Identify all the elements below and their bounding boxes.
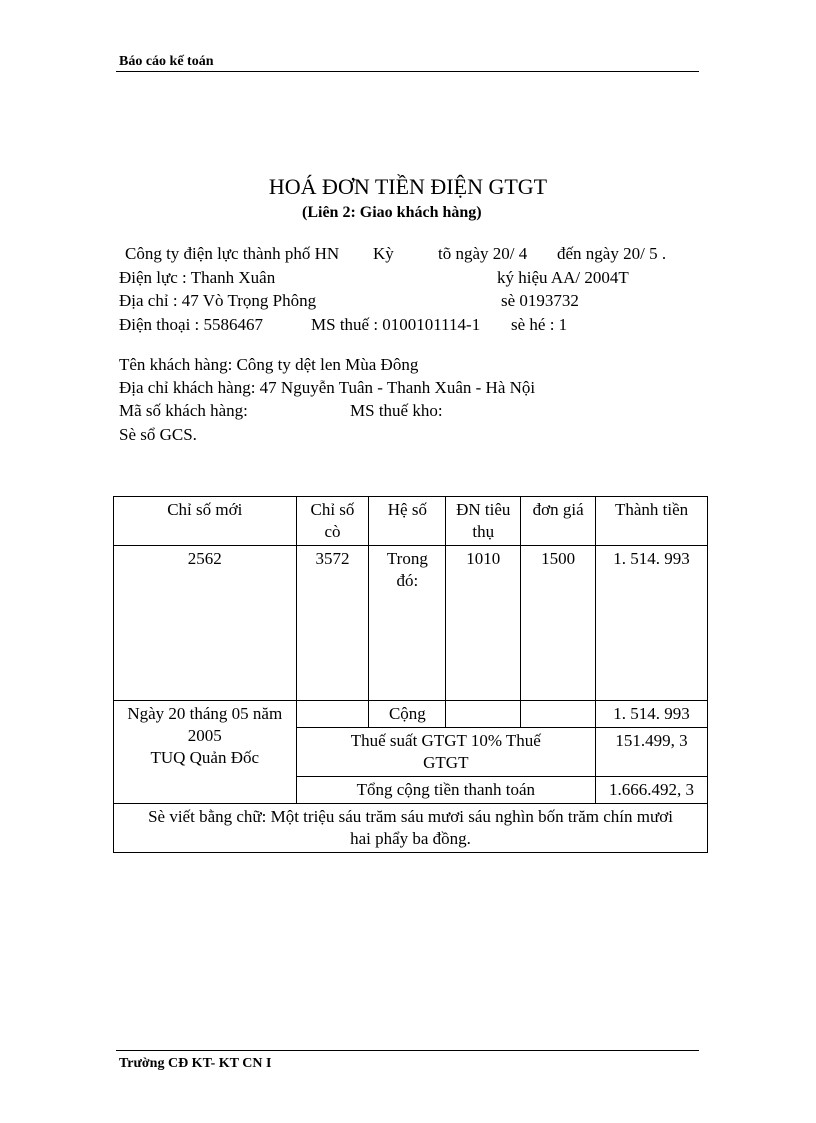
cell-new-index: 2562 [114, 546, 297, 701]
amount-in-words-line2: hai phẩy ba đồng. [350, 829, 471, 848]
amount-in-words-row [114, 804, 708, 853]
company-phone: Điện thoại : 5586467 [119, 315, 264, 334]
header-old-index-line1: Chỉ số [310, 500, 355, 519]
date-signer-cell [114, 701, 297, 804]
vat-label [296, 728, 596, 777]
total-label: Tổng cộng tiền thanh toán [296, 777, 596, 804]
invoice-table [113, 496, 708, 853]
vat-value: 151.499, 3 [596, 728, 708, 777]
customer-address: Địa chỉ khách hàng: 47 Nguyễn Tuân - Thanh Xuân - Hà Nội [119, 378, 536, 397]
header-amount: Thành tiền [596, 497, 708, 546]
amount-in-words [114, 804, 708, 853]
sum-value: 1. 514. 993 [596, 701, 708, 728]
invoice-title: HOÁ ĐƠN TIỀN ĐIỆN GTGT [268, 174, 548, 199]
company-address: Địa chỉ : 47 Vò Trọng Phông [119, 291, 317, 310]
header-coefficient: Hệ số [369, 497, 446, 546]
empty-cell [521, 701, 596, 728]
invoice-number: sè 0193732 [501, 291, 579, 310]
header-usage-line1: ĐN tiêu [456, 500, 511, 519]
company-name: Công ty điện lực thành phố HN [125, 244, 340, 263]
header-old-index-line2: cò [324, 522, 341, 541]
signer: TUQ Quản Đốc [150, 748, 260, 767]
cell-usage: 1010 [446, 546, 521, 701]
cell-amount: 1. 514. 993 [596, 546, 708, 701]
customer-name: Tên khách hàng: Công ty dệt len Mùa Đông [119, 355, 419, 374]
gcs-book: Sè sổ GCS. [119, 425, 197, 444]
invoice-subtitle: (Liên 2: Giao khách hàng) [302, 204, 482, 221]
header-usage-line2: thụ [472, 522, 495, 541]
vat-label-line1: Thuế suất GTGT 10% Thuế [350, 731, 541, 750]
cell-old-index: 3572 [296, 546, 369, 701]
cell-coefficient-line2: đó: [396, 571, 419, 590]
header-new-index: Chỉ số mới [114, 497, 297, 546]
period-label: Kỳ [373, 244, 394, 263]
cell-coefficient [369, 546, 446, 701]
page-footer: Trường CĐ KT- KT CN I [119, 1056, 272, 1071]
tax-code: MS thuế : 0100101114-1 [311, 315, 481, 334]
header-unit-price: đơn giá [521, 497, 596, 546]
invoice-date: Ngày 20 tháng 05 năm 2005 [127, 704, 283, 745]
footer-rule [116, 1050, 699, 1051]
table-header-row [114, 497, 708, 546]
table-row [114, 546, 708, 701]
header-usage [446, 497, 521, 546]
empty-cell [446, 701, 521, 728]
invoice-symbol: ký hiệu AA/ 2004T [497, 268, 629, 287]
period-to: đến ngày 20/ 5 . [557, 244, 667, 263]
header-old-index [296, 497, 369, 546]
header-rule [116, 71, 699, 72]
branch: Điện lực : Thanh Xuân [119, 268, 276, 287]
customer-tax-warehouse: MS thuế kho: [350, 401, 443, 420]
amount-in-words-line1: Sè viết bằng chữ: Một triệu sáu trăm sáu mươi sáu nghìn bốn trăm chín mươi [148, 807, 673, 826]
book-number: sè hé : 1 [511, 315, 568, 334]
cell-unit-price: 1500 [521, 546, 596, 701]
period-from: tõ ngày 20/ 4 [438, 244, 528, 263]
cell-coefficient-line1: Trong [386, 549, 428, 568]
empty-cell [296, 701, 369, 728]
sum-label: Cộng [369, 701, 446, 728]
total-value: 1.666.492, 3 [596, 777, 708, 804]
sum-row [114, 701, 708, 728]
vat-label-line2: GTGT [423, 753, 469, 772]
customer-code: Mã số khách hàng: [119, 401, 248, 420]
page-header: Báo cáo kế toán [119, 54, 214, 69]
